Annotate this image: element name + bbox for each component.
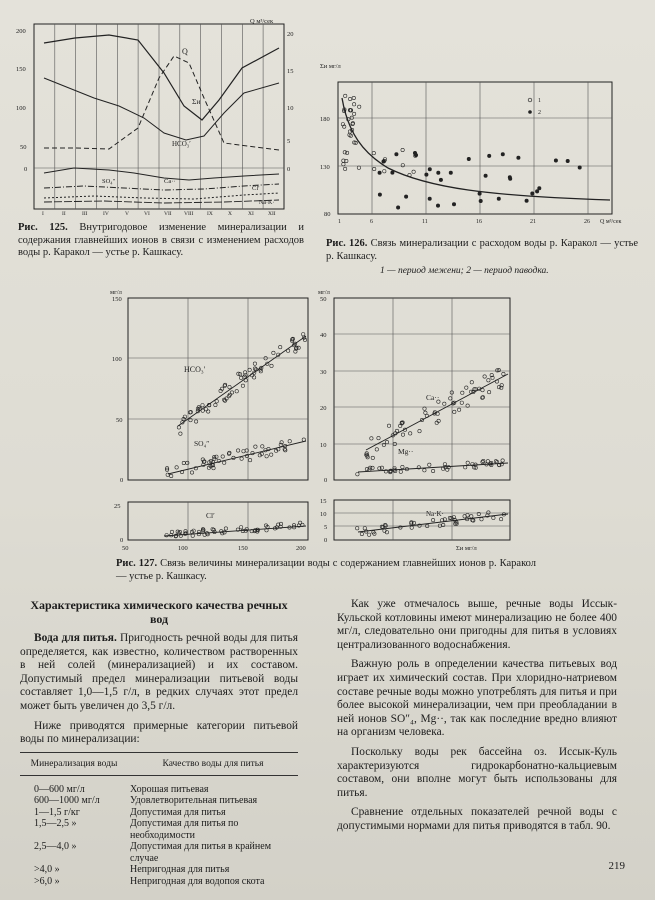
scatter-marker-open <box>270 364 273 367</box>
scatter-marker-open <box>373 167 376 170</box>
fig125-month: VI <box>144 211 150 217</box>
scatter-marker-open <box>437 419 440 422</box>
scatter-marker-open <box>412 170 415 173</box>
scatter-marker-open <box>483 375 486 378</box>
figure-126-chart <box>318 58 643 228</box>
fig125-label-nak: Na·K· <box>259 200 275 206</box>
fig125-ytick: 0 <box>24 166 28 173</box>
scatter-marker-open <box>352 96 355 99</box>
scatter-marker-open <box>501 459 504 462</box>
scatter-marker-open <box>235 390 238 393</box>
fig127-x-unit: Σи мг/л <box>456 545 477 552</box>
scatter-marker-filled <box>517 156 520 159</box>
scatter-marker-open <box>482 459 485 462</box>
fig126-caption-lead: Рис. 126. <box>326 238 368 249</box>
page-number: 219 <box>608 860 625 872</box>
scatter-marker-open <box>352 103 355 106</box>
scatter-marker-open <box>460 401 463 404</box>
scatter-marker-filled <box>566 159 569 162</box>
figure-127-caption <box>116 558 536 583</box>
fig125-label-hco3: HCO₃′ <box>172 140 191 148</box>
scatter-marker-open <box>465 386 468 389</box>
fig125-right-unit: Q м³/сек <box>250 18 274 25</box>
fig127-rtick: 20 <box>320 405 327 412</box>
scatter-marker-filled <box>538 187 541 190</box>
scatter-marker-filled <box>439 178 442 181</box>
scatter-marker-open <box>288 440 291 443</box>
fig125-label-cl: Cl′ <box>252 185 260 192</box>
scatter-marker-filled <box>428 197 431 200</box>
scatter-marker-filled <box>437 171 440 174</box>
scatter-marker-open <box>370 437 373 440</box>
fig126-caption-text: Связь минерализации с расходом воды р. Каракол — устье р. Кашкасу. <box>326 238 639 262</box>
scatter-marker-open <box>383 170 386 173</box>
fig125-cl-curve <box>44 193 279 199</box>
table-cell: Допустимая для питья <box>130 806 226 818</box>
fig125-month: VII <box>164 211 172 217</box>
section-title: Характеристика химического качества речных вод <box>30 598 288 626</box>
fig127-rtick-small: 15 <box>320 498 327 505</box>
scatter-marker-open <box>248 368 251 371</box>
fig126-points <box>341 94 581 209</box>
fig127-cl-fit <box>164 526 306 536</box>
scatter-marker-filled <box>395 153 398 156</box>
table-cell: Непригодная для питья <box>130 864 230 876</box>
scatter-marker-open <box>215 455 218 458</box>
scatter-marker-open <box>463 515 466 518</box>
table-cell: 600—1000 мг/л <box>34 795 100 807</box>
scatter-marker-open <box>424 411 427 414</box>
table-cell: >6,0 » <box>34 875 60 887</box>
scatter-marker-open <box>480 518 483 521</box>
scatter-marker-open <box>356 527 359 530</box>
fig127-xtick: 100 <box>178 545 188 552</box>
fig126-ytick: 180 <box>320 116 330 123</box>
fig127-ltick: 150 <box>112 296 122 303</box>
fig127-ltick: 0 <box>120 477 124 484</box>
fig127-ltick: 50 <box>116 417 123 424</box>
fig125-sum-curve <box>44 35 279 120</box>
scatter-marker-open <box>240 457 243 460</box>
fig125-ytick: 100 <box>16 105 26 112</box>
fig127-left-small-frame <box>128 502 308 540</box>
scatter-marker-open <box>499 517 502 520</box>
scatter-marker-filled <box>391 171 394 174</box>
fig125-rtick: 0 <box>287 166 291 173</box>
fig126-xtick: 21 <box>530 219 536 225</box>
fig127-rtick-small: 0 <box>324 537 328 544</box>
table-cell: >4,0 » <box>34 864 60 876</box>
scatter-marker-filled <box>378 193 381 196</box>
paragraph-right-4: Сравнение отдельных показателей речной воды с допустимыми нормами для питья приводятся в табл. 90. <box>337 806 617 832</box>
paragraph-right-2: Важную роль в определении качества питьевых вод играет их химический состав. При хлоридно-натриевом составе речные воды можно употреблять для питья и при более высокой минерализации, чем при преобладании в ней ионов SO″₄, Mg··, так как последние вредно влияют на организм человека. <box>337 658 617 739</box>
scatter-marker-open <box>367 533 370 536</box>
fig125-nak-curve <box>44 200 279 203</box>
table-cell: Удовлетворительная питьевая <box>130 795 258 807</box>
fig126-xtick: 26 <box>584 219 590 225</box>
table-header-mineralization: Минерализация воды <box>20 752 128 775</box>
fig125-month: X <box>228 211 232 217</box>
fig127-caption-lead: Рис. 127. <box>116 558 158 569</box>
right-text-column <box>337 598 617 834</box>
scatter-marker-filled <box>378 171 381 174</box>
scatter-marker-filled <box>428 168 431 171</box>
fig125-label-sum: Σи <box>192 97 201 106</box>
scatter-marker-open <box>401 164 404 167</box>
scatter-marker-filled <box>413 151 416 154</box>
fig127-label-cl: Cl′ <box>206 511 215 520</box>
fig127-caption-text: Связь величины минерализации воды с содержанием главнейших ионов р. Каракол — устье р. Кашкасу. <box>116 558 536 582</box>
fig127-xtick: 200 <box>296 545 306 552</box>
scatter-marker-open <box>371 466 374 469</box>
scatter-marker-open <box>175 466 178 469</box>
scatter-marker-open <box>345 151 348 154</box>
figure-125-chart <box>14 18 304 218</box>
fig127-label-hco3: HCO₃′ <box>184 365 206 374</box>
scatter-marker-open <box>244 379 247 382</box>
fig127-rtick-small: 5 <box>324 524 328 531</box>
fig125-so4-curve <box>44 184 279 190</box>
scatter-marker-open <box>215 400 218 403</box>
paragraph-categories-intro: Ниже приводятся примерные категории питьевой воды по минерализации: <box>20 719 298 746</box>
fig127-rtick: 40 <box>320 332 327 339</box>
fig127-label-nak: Na·K· <box>426 510 444 518</box>
paragraph-right-3: Поскольку воды рек бассейна оз. Иссык-Куль характеризуются гидрокарбонатно-кальциевым составом, они вполне могут быть использованы для питья. <box>337 745 617 799</box>
scatter-marker-filled <box>525 199 528 202</box>
fig127-left-points <box>165 333 306 478</box>
fig127-right-unit: мг/л <box>318 289 330 296</box>
fig127-rtick: 30 <box>320 369 327 376</box>
scatter-marker-open <box>170 474 173 477</box>
scatter-marker-open <box>443 402 446 405</box>
scatter-marker-open <box>487 379 490 382</box>
figure-127-chart <box>108 286 538 554</box>
scatter-marker-open <box>239 376 242 379</box>
fig126-x-unit: Q м³/сек <box>600 219 622 225</box>
scatter-marker-open <box>201 409 204 412</box>
scatter-marker-filled <box>382 160 385 163</box>
scatter-marker-open <box>170 530 173 533</box>
table-row <box>20 807 298 819</box>
scatter-marker-open <box>343 167 346 170</box>
fig125-month: XII <box>268 211 276 217</box>
scatter-marker-open <box>223 531 226 534</box>
scatter-marker-open <box>283 448 286 451</box>
scatter-marker-open <box>481 388 484 391</box>
fig125-month: IX <box>207 211 213 217</box>
scatter-marker-open <box>423 407 426 410</box>
scatter-marker-filled <box>404 195 407 198</box>
scatter-marker-open <box>487 390 490 393</box>
scatter-marker-open <box>457 408 460 411</box>
fig126-legend-1: 1 <box>538 98 541 104</box>
fig127-left-frame <box>128 298 308 480</box>
fig125-label-ca: Ca·· <box>164 178 176 185</box>
scatter-marker-open <box>201 404 204 407</box>
paragraph-drinking-water <box>20 632 298 714</box>
table-cell: 0—600 мг/л <box>34 783 85 795</box>
scatter-marker-open <box>395 429 398 432</box>
scatter-marker-open <box>423 469 426 472</box>
fig127-ltick: 100 <box>112 356 122 363</box>
paragraph-right-1: Как уже отмечалось выше, речные воды Иссык-Кульской котловины имеют минерализацию не более 400 мг/л, следовательно они пригодны для питья в условиях централизованного водоснабжения. <box>337 598 617 651</box>
scatter-marker-open <box>470 381 473 384</box>
fig125-month: III <box>82 211 88 217</box>
scatter-marker-filled <box>488 154 491 157</box>
scatter-marker-open <box>253 362 256 365</box>
fig125-month: V <box>125 211 129 217</box>
fig127-right-points <box>356 368 505 476</box>
fig126-ytick: 80 <box>324 211 331 218</box>
scatter-marker-open <box>241 384 244 387</box>
scatter-marker-open <box>286 349 289 352</box>
scatter-marker-open <box>418 429 421 432</box>
scatter-marker-open <box>190 471 193 474</box>
fig125-rtick: 20 <box>287 31 294 38</box>
scatter-marker-open <box>270 453 273 456</box>
table-row <box>20 864 298 876</box>
scatter-marker-open <box>302 333 305 336</box>
fig127-label-ca: Ca·· <box>426 393 440 402</box>
run-in-heading: Вода для питья. <box>34 632 117 644</box>
scatter-marker-open <box>302 438 305 441</box>
scatter-marker-filled <box>436 204 439 207</box>
scatter-marker-open <box>399 424 402 427</box>
table-cell: Допустимая для питья в крайнем случае <box>130 841 272 864</box>
scatter-marker-open <box>372 151 375 154</box>
fig126-xtick: 11 <box>422 219 428 225</box>
fig125-ca-curve <box>44 168 279 180</box>
scatter-marker-open <box>502 372 505 375</box>
fig127-label-so4: SO₄″ <box>194 439 210 448</box>
fig125-ytick: 150 <box>16 66 26 73</box>
fig126-xtick: 1 <box>338 219 341 225</box>
scatter-marker-filled <box>425 173 428 176</box>
fig125-month: I <box>42 211 44 217</box>
scatter-marker-open <box>166 473 169 476</box>
scatter-marker-open <box>375 448 378 451</box>
fig125-ytick: 50 <box>20 144 27 151</box>
scatter-marker-filled <box>449 171 452 174</box>
scatter-marker-open <box>254 445 257 448</box>
fig125-caption-text: Внутригодовое изменение минерализации и содержания главнейших ионов в связи с изменением расходов воды р. Каракол — устье р. Кашкасу. <box>18 222 304 258</box>
scatter-marker-open <box>435 421 438 424</box>
scatter-marker-open <box>165 534 168 537</box>
scatter-marker-open <box>342 163 345 166</box>
fig126-legend-text: 1 — период межени; 2 — период паводка. <box>380 266 549 276</box>
scatter-marker-open <box>449 397 452 400</box>
scatter-marker-filled <box>531 192 534 195</box>
fig125-month: XI <box>248 211 254 217</box>
scatter-marker-open <box>486 460 489 463</box>
scatter-marker-open <box>179 432 182 435</box>
fig127-xtick: 50 <box>122 545 129 552</box>
scatter-marker-open <box>239 526 242 529</box>
scatter-marker-filled <box>509 177 512 180</box>
scatter-marker-open <box>230 391 233 394</box>
fig125-caption-lead: Рис. 125. <box>18 222 68 233</box>
figure-125-caption <box>18 222 304 260</box>
scatter-marker-open <box>272 351 275 354</box>
scatter-marker-open <box>371 456 374 459</box>
scatter-marker-open <box>356 473 359 476</box>
scatter-marker-open <box>387 424 390 427</box>
table-header-quality: Качество воды для питья <box>128 752 298 775</box>
scatter-marker-open <box>228 385 231 388</box>
fig127-rtick: 0 <box>324 477 328 484</box>
mineralization-table <box>20 752 298 888</box>
scatter-marker-open <box>466 461 469 464</box>
table-cell: Хорошая питьевая <box>130 783 209 795</box>
fig127-xtick: 150 <box>238 545 248 552</box>
fig127-rtick: 50 <box>320 296 327 303</box>
scatter-marker-open <box>401 148 404 151</box>
figure-126-caption <box>326 238 638 263</box>
scatter-marker-open <box>348 97 351 100</box>
scatter-marker-open <box>500 384 503 387</box>
scatter-marker-open <box>360 532 363 535</box>
scatter-marker-open <box>182 461 185 464</box>
scatter-marker-open <box>194 420 197 423</box>
table-cell: Допустимая для питья по необходимости <box>130 818 239 841</box>
scatter-marker-open <box>431 518 434 521</box>
scatter-marker-open <box>343 151 346 154</box>
scatter-marker-filled <box>535 190 538 193</box>
fig127-left-small-points <box>165 521 304 538</box>
scatter-marker-open <box>224 527 227 530</box>
table-cell: 2,5—4,0 » <box>34 841 77 853</box>
scatter-marker-open <box>252 376 255 379</box>
scatter-marker-open <box>377 436 380 439</box>
scatter-marker-open <box>399 470 402 473</box>
scatter-marker-open <box>279 345 282 348</box>
scatter-marker-open <box>461 391 464 394</box>
fig127-rtick-small: 10 <box>320 511 327 518</box>
scatter-marker-open <box>357 166 360 169</box>
fig126-y-unit: Σи мг/л <box>320 63 341 70</box>
table-cell: 1,5—2,5 » <box>34 818 77 830</box>
paragraph-text: Пригодность речной воды для питья определяется, как известно, количеством растворенных в ней солей (минерализацией) и их составом. Допустимый предел минерализации питьевой воды составляет 1,0—1,5 г/л, в редких случаях этот предел может быть увеличен до 3,5 г/л. <box>20 632 298 712</box>
scatter-marker-open <box>352 112 355 115</box>
scatter-marker-open <box>186 461 189 464</box>
table-cell: Непригодная для водопоя скота <box>130 875 265 887</box>
scatter-marker-open <box>385 440 388 443</box>
fig127-so4-fit <box>168 441 306 474</box>
scatter-marker-open <box>453 410 456 413</box>
scatter-marker-filled <box>578 166 581 169</box>
table-row <box>20 784 298 796</box>
fig125-month: VIII <box>184 211 194 217</box>
fig126-xtick: 6 <box>370 219 373 225</box>
scatter-marker-open <box>221 455 224 458</box>
scatter-marker-open <box>344 94 347 97</box>
fig126-legend-filled-marker <box>528 110 532 114</box>
scatter-marker-filled <box>452 203 455 206</box>
left-text-column <box>20 598 298 887</box>
fig127-ltick-small: 25 <box>114 503 121 510</box>
scatter-marker-open <box>428 463 431 466</box>
fig127-rtick: 10 <box>320 442 327 449</box>
scatter-marker-open <box>191 534 194 537</box>
scatter-marker-open <box>214 403 217 406</box>
fig127-ltick-small: 0 <box>120 537 124 544</box>
scatter-marker-filled <box>478 192 481 195</box>
table-row <box>20 876 298 888</box>
fig126-legend-2: 2 <box>538 110 541 116</box>
scatter-marker-filled <box>484 174 487 177</box>
fig125-rtick: 5 <box>287 138 291 145</box>
fig125-hco3-curve <box>44 78 279 140</box>
scatter-marker-filled <box>497 197 500 200</box>
scatter-marker-open <box>223 461 226 464</box>
fig125-rtick: 15 <box>287 68 294 75</box>
fig125-ytick: 200 <box>16 28 26 35</box>
scatter-marker-open <box>363 527 366 530</box>
scatter-marker-filled <box>554 159 557 162</box>
scatter-marker-filled <box>467 157 470 160</box>
scatter-marker-open <box>492 516 495 519</box>
scatter-marker-open <box>265 455 268 458</box>
fig125-label-so4: SO₄″ <box>102 178 116 185</box>
table-cell: 1—1,5 г/кг <box>34 806 80 818</box>
scatter-marker-open <box>410 526 413 529</box>
scatter-marker-open <box>431 469 434 472</box>
scatter-marker-filled <box>501 153 504 156</box>
fig126-ytick: 130 <box>320 164 330 171</box>
table-row <box>20 841 298 864</box>
fig125-rtick: 10 <box>287 105 294 112</box>
fig126-xtick: 16 <box>476 219 482 225</box>
table-row <box>20 818 298 841</box>
scatter-marker-open <box>177 426 180 429</box>
scatter-marker-open <box>401 433 404 436</box>
fig126-legend-open-marker <box>528 98 532 102</box>
scatter-marker-open <box>204 408 207 411</box>
table-row <box>20 795 298 807</box>
scatter-marker-open <box>464 466 467 469</box>
scatter-marker-open <box>261 445 264 448</box>
scatter-marker-open <box>358 105 361 108</box>
fig125-month: II <box>62 211 66 217</box>
fig125-label-q: Q <box>182 47 188 56</box>
fig126-fit-curve <box>342 98 610 200</box>
scatter-marker-filled <box>396 206 399 209</box>
scatter-marker-open <box>470 515 473 518</box>
fig127-label-mg: Mg·· <box>398 447 414 456</box>
scatter-marker-open <box>248 458 251 461</box>
fig125-month: IV <box>103 211 109 217</box>
scatter-marker-filled <box>479 199 482 202</box>
fig127-left-unit: мг/л <box>110 289 122 296</box>
scatter-marker-open <box>409 432 412 435</box>
scatter-marker-open <box>236 449 239 452</box>
scatter-marker-open <box>401 465 404 468</box>
scatter-marker-open <box>242 450 245 453</box>
